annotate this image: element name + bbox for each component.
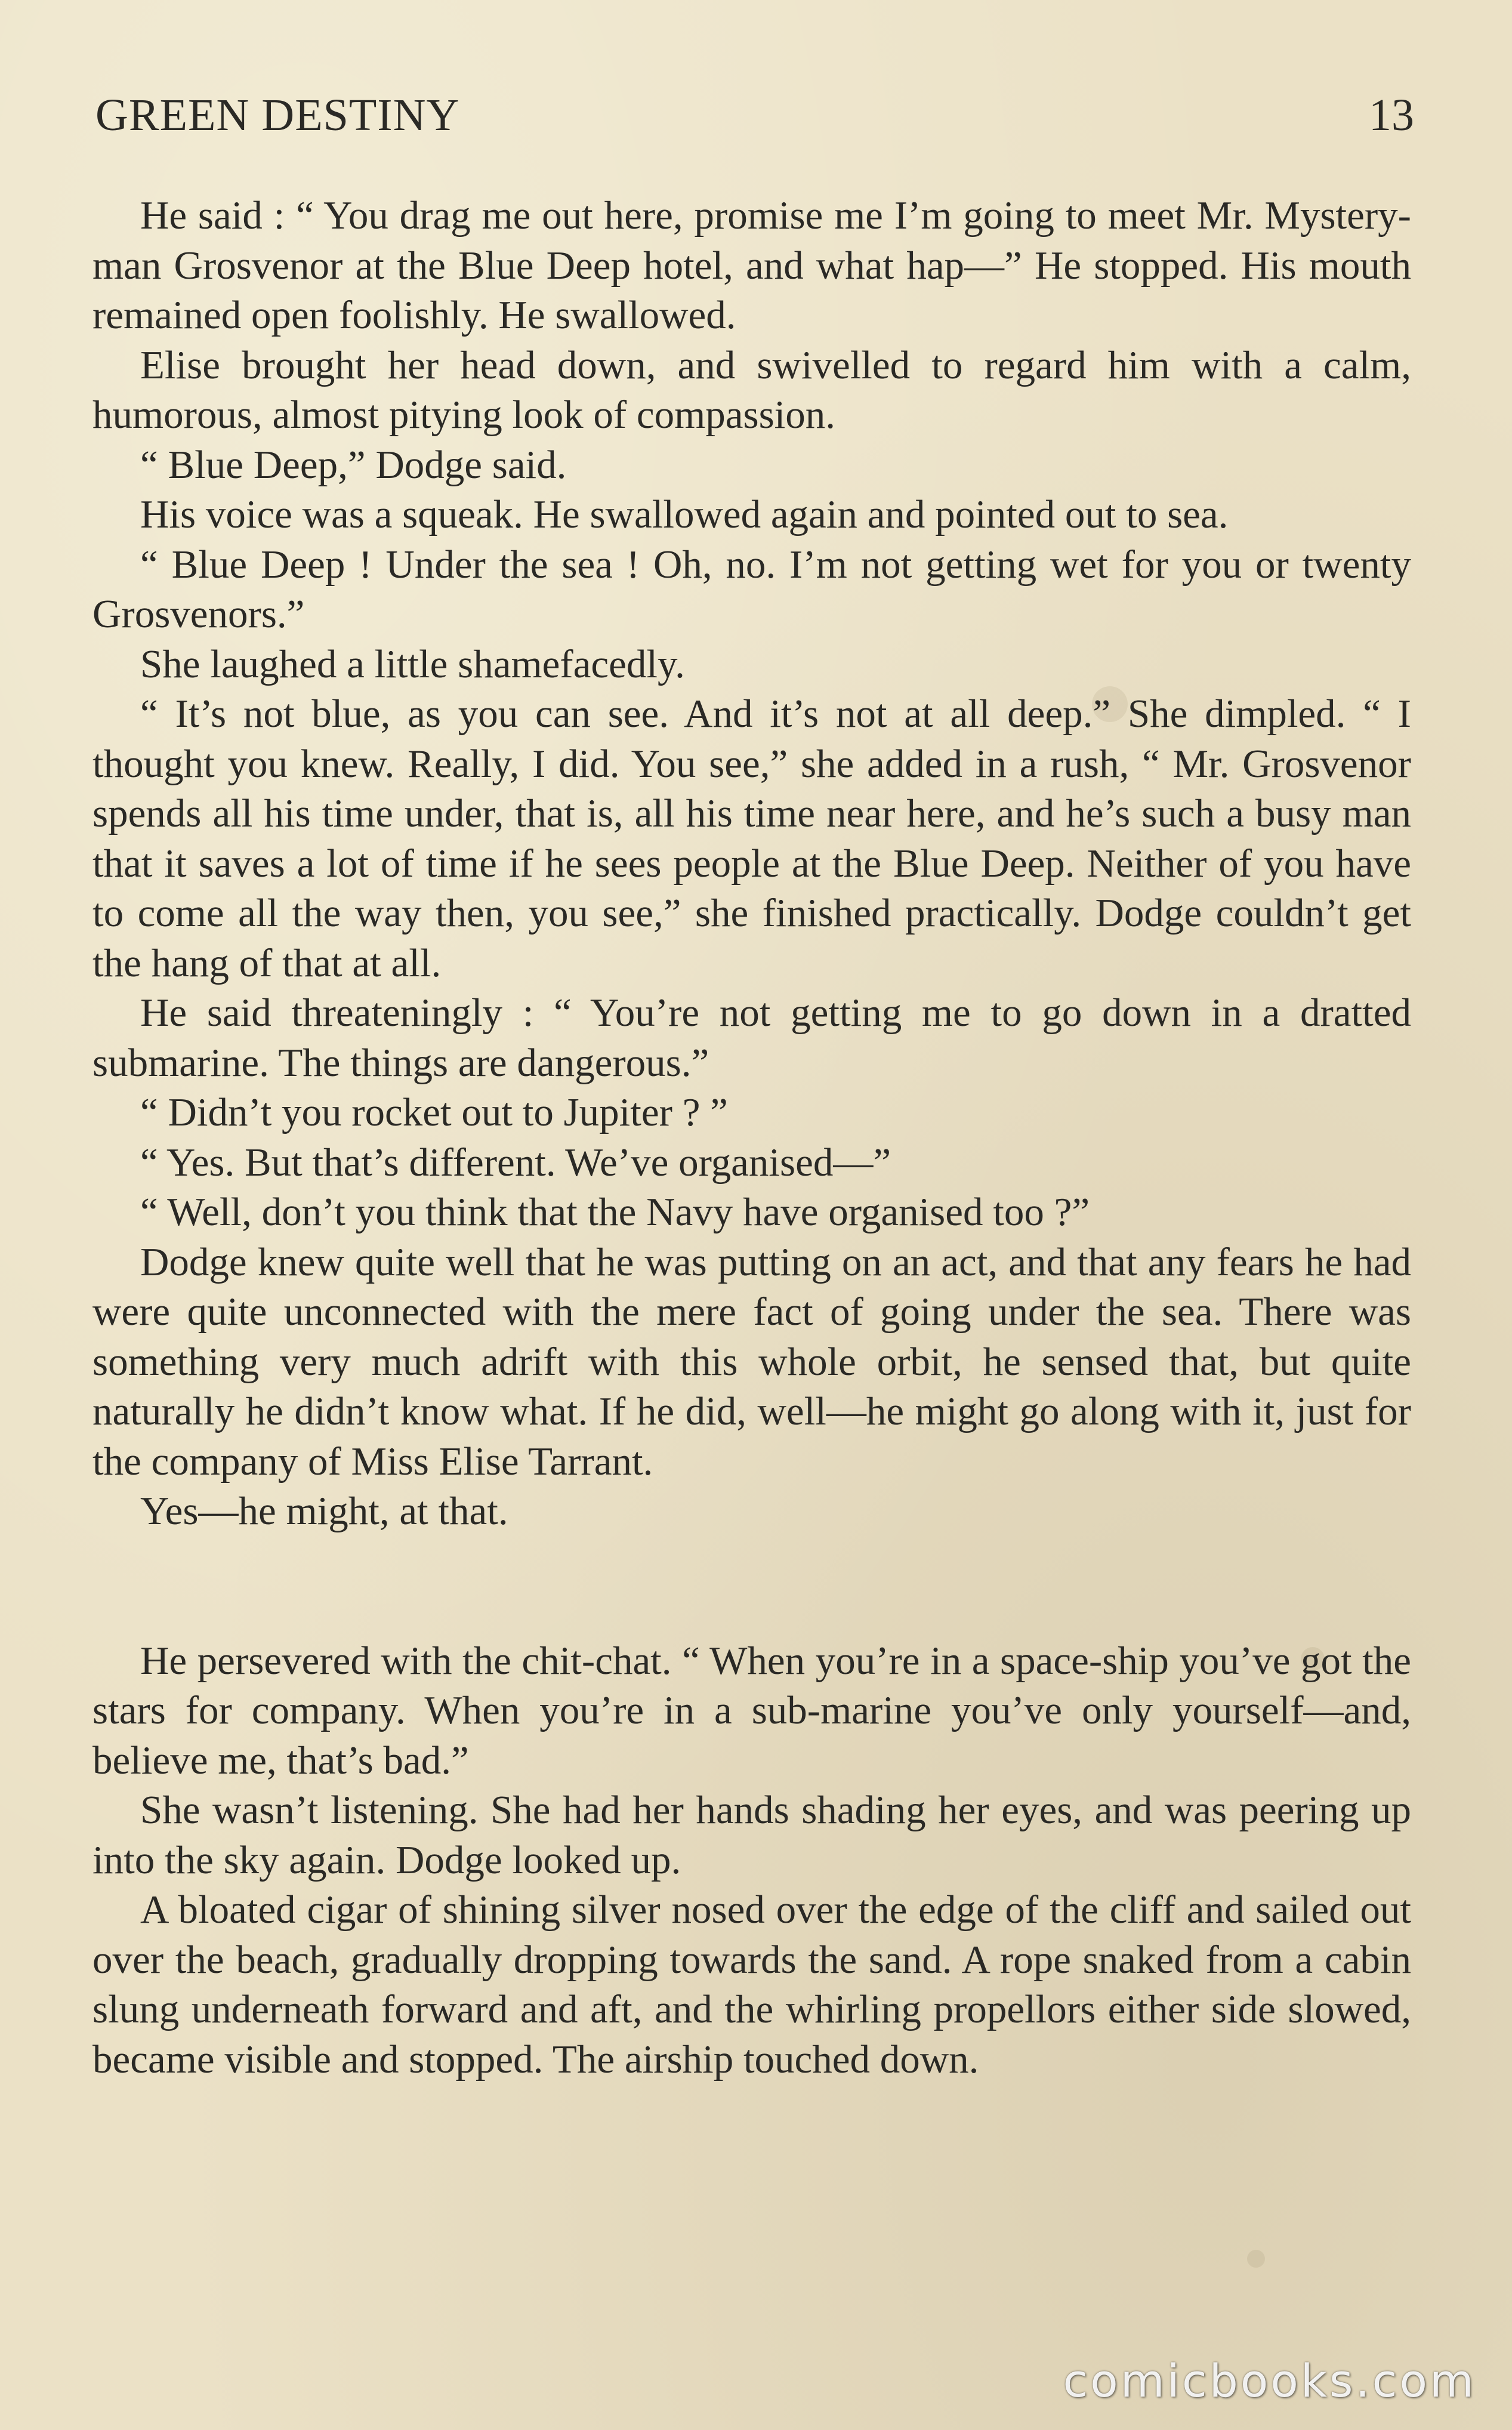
paragraph: “ It’s not blue, as you can see. And it’s not at all deep.” She dimpled. “ I thought you knew. Really, I did. You see,” she added in a rush, “ Mr. Grosvenor spends all his time under, that is, all his time near here, and he’s such a busy man that it saves a lot of time if he sees people at the Blue Deep. Neither of you have to come all the way then, you see,” she finished practically. Dodge couldn’t get the hang of that at all. <box>92 692 1411 985</box>
watermark: comicbooks.com <box>1063 2354 1476 2407</box>
paper-stain <box>1247 2250 1265 2268</box>
paragraph: Dodge knew quite well that he was putting on an act, and that any fears he had were quite unconnected with the mere fact of going under the sea. There was something very much adrift with this whole orbit, he sensed that, but quite naturally he didn’t know what. If he did, well—he might go along with it, just for the company of Miss Elise Tarrant. <box>92 1239 1411 1484</box>
section-break <box>92 1537 1411 1636</box>
paragraph: He persevered with the chit-chat. “ When you’re in a space-ship you’ve got the stars for company. When you’re in a sub-marine you’ve only yourself—and, believe me, that’s bad.” <box>92 1638 1411 1783</box>
body-text <box>92 191 1411 2084</box>
paragraph: Elise brought her head down, and swivelled to regard him with a calm, humorous, almost pitying look of compassion. <box>92 343 1411 437</box>
paragraph: Yes—he might, at that. <box>140 1489 508 1533</box>
paragraph: “ Didn’t you rocket out to Jupiter ? ” <box>140 1090 728 1134</box>
paragraph: “ Blue Deep ! Under the sea ! Oh, no. I’m not getting wet for you or twenty Grosvenors.” <box>92 542 1411 636</box>
paragraph: He said : “ You drag me out here, promise me I’m going to meet Mr. Mystery-man Grosvenor at the Blue Deep hotel, and what hap—” He stopped. His mouth remained open foolishly. He swallowed. <box>92 193 1411 337</box>
paragraph: She laughed a little shamefacedly. <box>140 642 685 686</box>
paragraph: A bloated cigar of shining silver nosed over the edge of the cliff and sailed out over the beach, gradually dropping towards the sand. A rope snaked from a cabin slung underneath forward and aft, and the whirling propellors either side slowed, became visible and stopped. The airship touched down. <box>92 1888 1411 2081</box>
paragraph: “ Blue Deep,” Dodge said. <box>140 442 567 487</box>
paragraph: He said threateningly : “ You’re not getting me to go down in a dratted submarine. The things are dangerous.” <box>92 991 1411 1085</box>
paragraph: “ Well, don’t you think that the Navy have organised too ?” <box>140 1190 1090 1234</box>
paragraph: She wasn’t listening. She had her hands shading her eyes, and was peering up into the sky again. Dodge looked up. <box>92 1788 1411 1882</box>
paragraph: His voice was a squeak. He swallowed again and pointed out to sea. <box>140 492 1229 536</box>
page-header <box>95 90 1414 155</box>
page-number: 13 <box>1369 90 1414 140</box>
paragraph: “ Yes. But that’s different. We’ve organised—” <box>140 1140 891 1185</box>
running-title: GREEN DESTINY <box>95 90 460 140</box>
